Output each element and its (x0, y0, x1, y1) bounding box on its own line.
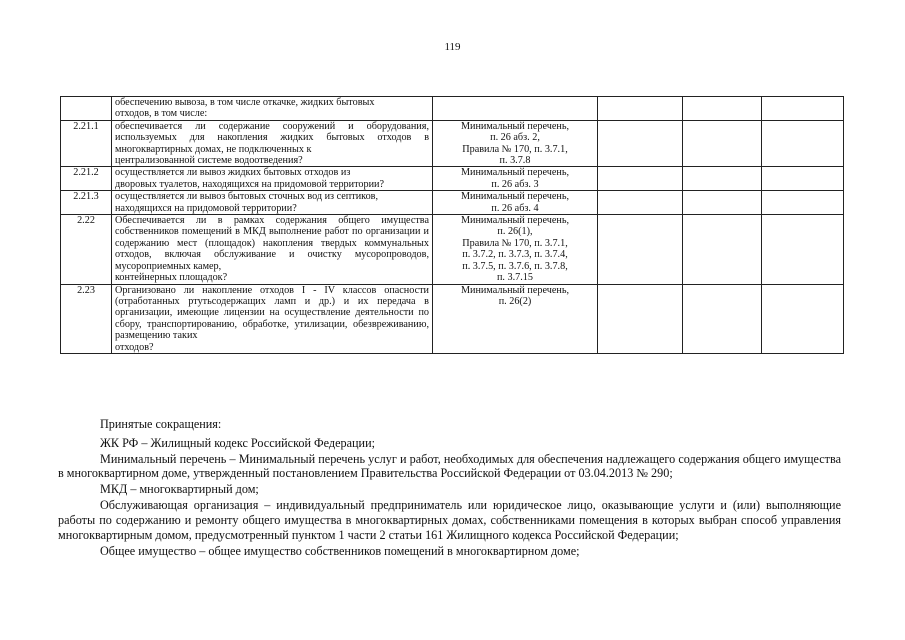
abbreviations-heading: Принятые сокращения: (100, 417, 222, 431)
question-line: собственников помещений в МКД выполнение работ по (115, 226, 363, 238)
answer-cell-2 (683, 215, 762, 284)
item-number: 2.22 (61, 215, 112, 284)
table-row (61, 120, 844, 167)
question-line: дворовых туалетов, находящихся на придомовой территории? (115, 178, 385, 190)
legal-reference-line: Минимальный перечень, (460, 120, 570, 132)
answer-cell-1 (598, 97, 683, 121)
question-line: опасности (отработанных ртутьсодержащих ламп и др.) и их (115, 284, 430, 307)
answer-cell-3 (762, 167, 844, 191)
answer-cell-1 (598, 191, 683, 215)
legal-reference-line: п. 26 абз. 3 (491, 178, 539, 190)
table-row (61, 97, 844, 121)
table-row (61, 167, 844, 191)
legal-reference-line: Минимальный перечень, (460, 215, 570, 227)
legal-reference-line: п. 26(1), (497, 226, 533, 238)
question-line: обеспечивается ли содержание сооружений и оборудования, (115, 120, 429, 132)
answer-cell-3 (762, 284, 844, 353)
requirements-table (60, 96, 844, 354)
question-cell (112, 191, 433, 215)
legal-reference-cell (433, 97, 598, 121)
item-number: 2.21.3 (61, 191, 112, 215)
question-line: передача в организации, имеющие лицензии на (115, 295, 429, 319)
table-row (61, 284, 844, 353)
answer-cell-2 (683, 191, 762, 215)
item-number (61, 97, 112, 121)
question-cell (112, 215, 433, 284)
answer-cell-3 (762, 97, 844, 121)
legal-reference-cell (433, 167, 598, 191)
abbreviation-min-list: Минимальный перечень – Минимальный перечень услуг и работ, необходимых для обеспечения надлежащего содержания общего имущества в многоквартирном доме, утвержденный постановлением Правительства Российской Федерации от 03.04.2013 № 290; (58, 451, 841, 481)
legal-reference-line: Правила № 170, п. 3.7.1, (462, 237, 568, 249)
question-line: Обеспечивается ли в рамках содержания общего имущества (115, 215, 429, 227)
answer-cell-3 (762, 215, 844, 284)
question-line: контейнерных площадок? (115, 272, 228, 284)
question-line: отходов, в том числе: (115, 108, 208, 120)
abbreviation-zhk-rf: ЖК РФ – Жилищный кодекс Российской Федерации; (100, 435, 375, 450)
answer-cell-2 (683, 284, 762, 353)
legal-reference-line: п. 26 абз. 2, (490, 132, 540, 144)
question-line: Организовано ли накопление отходов I - IV классов (115, 284, 377, 296)
item-number: 2.21.2 (61, 167, 112, 191)
question-cell (112, 120, 433, 167)
answer-cell-2 (683, 167, 762, 191)
answer-cell-1 (598, 215, 683, 284)
answer-cell-2 (683, 120, 762, 167)
abbreviation-mkd: МКД – многоквартирный дом; (100, 482, 259, 497)
legal-reference-line: Правила № 170, п. 3.7.1, (462, 143, 568, 155)
item-number: 2.21.1 (61, 120, 112, 167)
question-line: используемых для накопления жидких бытовых отходов в (115, 132, 429, 144)
legal-reference-line: п. 26 абз. 4 (491, 202, 539, 214)
answer-cell-1 (598, 120, 683, 167)
table-row (61, 191, 844, 215)
legal-reference-line: п. 3.7.5, п. 3.7.6, п. 3.7.8, (462, 260, 568, 272)
legal-reference-line: п. 3.7.8 (499, 155, 531, 167)
answer-cell-1 (598, 284, 683, 353)
abbreviation-common-property: Общее имущество – общее имущество собственников помещений в многоквартирном доме; (100, 543, 580, 558)
answer-cell-3 (762, 120, 844, 167)
legal-reference-line: п. 26(2) (498, 295, 532, 307)
legal-reference-line: п. 3.7.15 (496, 272, 533, 284)
question-line: обеспечению вывоза, в том числе откачке, жидких бытовых (115, 97, 375, 108)
question-cell (112, 284, 433, 353)
legal-reference-cell (433, 284, 598, 353)
answer-cell-2 (683, 97, 762, 121)
answer-cell-1 (598, 167, 683, 191)
legal-reference-cell (433, 215, 598, 284)
legal-reference-line: Минимальный перечень, (460, 284, 570, 296)
question-line: осуществляется ли вывоз бытовых сточных вод из септиков, (115, 191, 379, 203)
legal-reference-line: п. 3.7.2, п. 3.7.3, п. 3.7.4, (462, 249, 568, 261)
question-line: очистку мусоропроводов, мусороприемных камер, (115, 249, 430, 272)
question-line: осуществление деятельности по сбору, транспортированию, (115, 307, 430, 330)
question-line: отходов? (115, 341, 154, 353)
question-line: многоквартирных домах, не подключенных к (115, 143, 312, 155)
question-line: твердых коммунальных отходов, включая обслуживание и (115, 237, 429, 261)
legal-reference-cell (433, 191, 598, 215)
abbreviation-service-org: Обслуживающая организация – индивидуальный предприниматель или юридическое лицо, оказывающие услуги и (или) выполняющие работы по содержанию и ремонту общего имущества в многоквартирных домах, собственниками помещения в которых выбран способ управления многоквартирным домом, предусмотренный пунктом 1 части 2 статьи 161 Жилищного кодекса Российской Федерации; (58, 498, 841, 542)
table-row (61, 215, 844, 284)
question-cell (112, 167, 433, 191)
question-line: находящихся на придомовой территории? (115, 202, 297, 214)
legal-reference-line: Минимальный перечень, (460, 167, 570, 179)
question-line: обработке, утилизации, обезвреживанию, размещению таких (115, 318, 429, 342)
legal-reference-cell (433, 120, 598, 167)
abbreviations-section (58, 417, 841, 560)
question-cell (112, 97, 433, 121)
item-number: 2.23 (61, 284, 112, 353)
page-number: 119 (444, 41, 461, 53)
question-line: организации и содержанию мест (площадок) накопления (115, 226, 430, 249)
legal-reference-line: Минимальный перечень, (460, 191, 570, 203)
question-line: осуществляется ли вывоз жидких бытовых отходов из (115, 167, 351, 179)
question-line: централизованной системе водоотведения? (115, 155, 303, 167)
answer-cell-3 (762, 191, 844, 215)
